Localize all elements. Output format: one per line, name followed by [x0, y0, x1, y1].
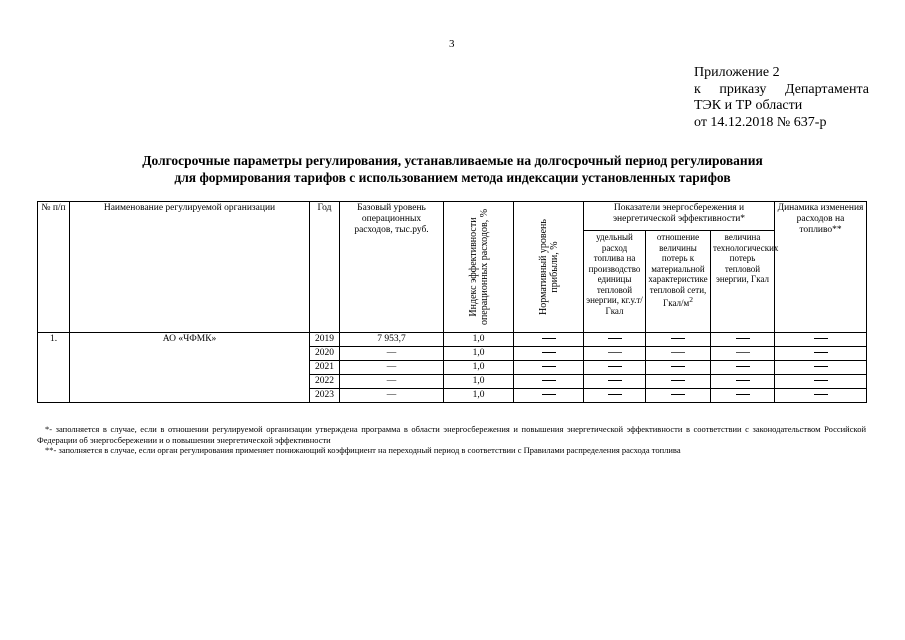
cell-fuel-rate: [584, 333, 646, 347]
footnote-1: *- заполняется в случае, если в отношении регулируемой организации утверждена программа в области энергосбережения и повышения энергетической эффективности в соответствии с законодательством Российской Федерации об энергосбережении и о повышении энергетической эффективности: [37, 424, 866, 445]
cell-fuel-dynamics: [775, 361, 867, 375]
cell-year: 2021: [310, 361, 340, 375]
appendix-line1: Приложение 2: [694, 65, 780, 80]
cell-base: —: [340, 347, 444, 361]
appendix-word: приказу: [719, 81, 767, 97]
cell-org-number: 1.: [38, 333, 70, 403]
header-energy-group: Показатели энергосбережения и энергетической эффективности*: [584, 202, 775, 231]
dash-mark: [814, 366, 828, 367]
cell-fuel-rate: [584, 375, 646, 389]
cell-loss-ratio: [646, 347, 711, 361]
page-number: 3: [449, 38, 455, 50]
cell-profit: [514, 347, 584, 361]
dash-mark: [608, 352, 622, 353]
cell-loss-ratio: [646, 375, 711, 389]
dash-mark: [608, 394, 622, 395]
dash-mark: [608, 338, 622, 339]
cell-base: —: [340, 389, 444, 403]
dash-mark: [736, 338, 750, 339]
header-sub-fuel-rate: удельный расход топлива на производство единицы тепловой энергии, кг.у.т/Гкал: [584, 231, 646, 333]
cell-fuel-dynamics: [775, 375, 867, 389]
footnotes: [37, 424, 866, 456]
header-org: Наименование регулируемой организации: [70, 202, 310, 333]
header-profit-level: [514, 202, 584, 333]
appendix-word: к: [694, 81, 701, 97]
dash-mark: [814, 394, 828, 395]
dash-mark: [671, 366, 685, 367]
header-fuel-dynamics: Динамика изменения расходов на топливо**: [775, 202, 867, 333]
footnote-2: **- заполняется в случае, если орган регулирования применяет понижающий коэффициент на переходный период в соответствии с Правилами распределения расхода топлива: [45, 445, 681, 455]
cell-index: 1,0: [444, 389, 514, 403]
cell-year: 2023: [310, 389, 340, 403]
dash-mark: [671, 394, 685, 395]
cell-loss-ratio: [646, 389, 711, 403]
cell-fuel-dynamics: [775, 389, 867, 403]
dash-mark: [671, 352, 685, 353]
header-profit-level-text: Нормативный уровень прибыли, %: [537, 219, 560, 315]
appendix-line3: ТЭК и ТР области: [694, 98, 803, 113]
dash-mark: [814, 352, 828, 353]
dash-mark: [608, 380, 622, 381]
cell-loss-ratio: [646, 333, 711, 347]
cell-profit: [514, 333, 584, 347]
cell-index: 1,0: [444, 347, 514, 361]
cell-fuel-dynamics: [775, 347, 867, 361]
document-title: [0, 152, 905, 186]
dash-mark: [671, 380, 685, 381]
dash-mark: [542, 338, 556, 339]
header-sub-loss-ratio-sup: 2: [689, 295, 693, 304]
dash-mark: [736, 352, 750, 353]
dash-mark: [671, 338, 685, 339]
appendix-line2: [694, 82, 869, 99]
cell-index: 1,0: [444, 361, 514, 375]
appendix-word: Департамента: [784, 81, 869, 97]
dash-mark: [736, 366, 750, 367]
title-line2: для формирования тарифов с использованием метода индексации установленных тарифов: [174, 170, 731, 185]
header-sub-loss-ratio-text: отношение величины потерь к материальной характеристике тепловой сети, Гкал/м: [648, 232, 708, 308]
cell-tech-loss: [711, 347, 775, 361]
cell-profit: [514, 375, 584, 389]
dash-mark: [736, 394, 750, 395]
cell-year: 2022: [310, 375, 340, 389]
cell-fuel-rate: [584, 389, 646, 403]
cell-base: —: [340, 361, 444, 375]
cell-base: 7 953,7: [340, 333, 444, 347]
cell-fuel-rate: [584, 361, 646, 375]
cell-loss-ratio: [646, 361, 711, 375]
dash-mark: [814, 338, 828, 339]
header-sub-loss-ratio: [646, 231, 711, 333]
cell-year: 2019: [310, 333, 340, 347]
table-row: [38, 333, 867, 347]
appendix-line4: от 14.12.2018 № 637-р: [694, 114, 827, 130]
cell-profit: [514, 389, 584, 403]
cell-year: 2020: [310, 347, 340, 361]
cell-profit: [514, 361, 584, 375]
cell-tech-loss: [711, 361, 775, 375]
dash-mark: [814, 380, 828, 381]
dash-mark: [542, 380, 556, 381]
header-num: № п/п: [38, 202, 70, 333]
cell-fuel-dynamics: [775, 333, 867, 347]
table-header-row: [38, 202, 867, 231]
appendix-header: [694, 65, 869, 131]
cell-fuel-rate: [584, 347, 646, 361]
dash-mark: [608, 366, 622, 367]
cell-tech-loss: [711, 375, 775, 389]
parameters-table: [37, 201, 867, 403]
cell-tech-loss: [711, 333, 775, 347]
dash-mark: [736, 380, 750, 381]
header-sub-tech-loss: величина технологических потерь тепловой энергии, Гкал: [711, 231, 775, 333]
cell-base: —: [340, 375, 444, 389]
dash-mark: [542, 366, 556, 367]
header-efficiency-index-text: Индекс эффективности операционных расходов, %: [467, 208, 490, 326]
cell-index: 1,0: [444, 375, 514, 389]
dash-mark: [542, 352, 556, 353]
header-efficiency-index: [444, 202, 514, 333]
cell-tech-loss: [711, 389, 775, 403]
cell-index: 1,0: [444, 333, 514, 347]
header-base: Базовый уровень операционных расходов, тыс.руб.: [340, 202, 444, 333]
cell-org-name: АО «ЧФМК»: [70, 333, 310, 403]
dash-mark: [542, 394, 556, 395]
title-line1: Долгосрочные параметры регулирования, устанавливаемые на долгосрочный период регулирования: [142, 153, 763, 168]
header-year: Год: [310, 202, 340, 333]
